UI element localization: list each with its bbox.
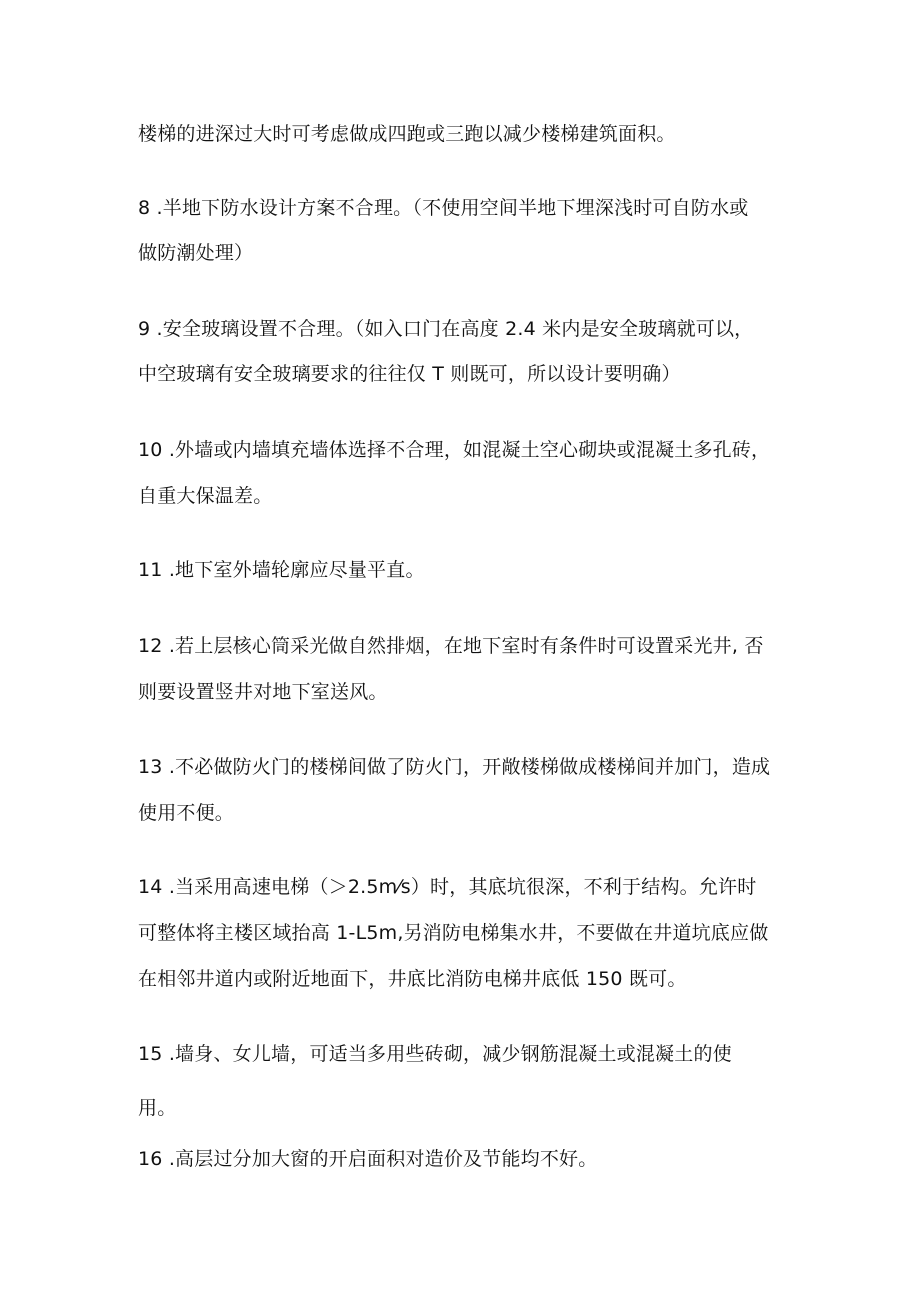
item-15-line-2: 用。	[138, 1097, 177, 1119]
item-13-line-1: 13 .不必做防火门的楼梯间做了防火门，开敞楼梯做成楼梯间并加门，造成	[138, 756, 771, 778]
item-14-line-3: 在相邻井道内或附近地面下，井底比消防电梯井底低 150 既可。	[138, 968, 687, 990]
item-8-line-1: 8 .半地下防水设计方案不合理。（不使用空间半地下埋深浅时可自防水或	[138, 197, 749, 219]
item-14-line-1: 14 .当采用高速电梯（＞2.5m⁄s）时，其底坑很深，不利于结构。允许时	[138, 876, 757, 898]
paragraph-line: 楼梯的进深过大时可考虑做成四跑或三跑以减少楼梯建筑面积。	[138, 123, 676, 145]
item-12-line-2: 则要设置竖井对地下室送风。	[138, 681, 388, 703]
item-14-line-2: 可整体将主楼区域抬高 1-L5m,另消防电梯集水井，不要做在井道坑底应做	[138, 922, 769, 944]
item-15-line-1: 15 .墙身、女儿墙，可适当多用些砖砌，减少钢筋混凝土或混凝土的使	[138, 1043, 732, 1065]
item-9-line-1: 9 .安全玻璃设置不合理。（如入口门在高度 2.4 米内是安全玻璃就可以，	[138, 318, 754, 340]
item-9-line-2: 中空玻璃有安全玻璃要求的往往仅 T 则既可，所以设计要明确）	[138, 363, 681, 385]
item-16-line-1: 16 .高层过分加大窗的开启面积对造价及节能均不好。	[138, 1148, 598, 1170]
item-10-line-2: 自重大保温差。	[138, 485, 273, 507]
item-10-line-1: 10 .外墙或内墙填充墙体选择不合理，如混凝土空心砌块或混凝土多孔砖，	[138, 439, 771, 461]
item-8-line-2: 做防潮处理）	[138, 242, 254, 264]
item-13-line-2: 使用不便。	[138, 802, 235, 824]
item-11-line-1: 11 .地下室外墙轮廓应尽量平直。	[138, 559, 425, 581]
item-12-line-1: 12 .若上层核心筒采光做自然排烟，在地下室时有条件时可设置采光井, 否	[138, 635, 764, 657]
